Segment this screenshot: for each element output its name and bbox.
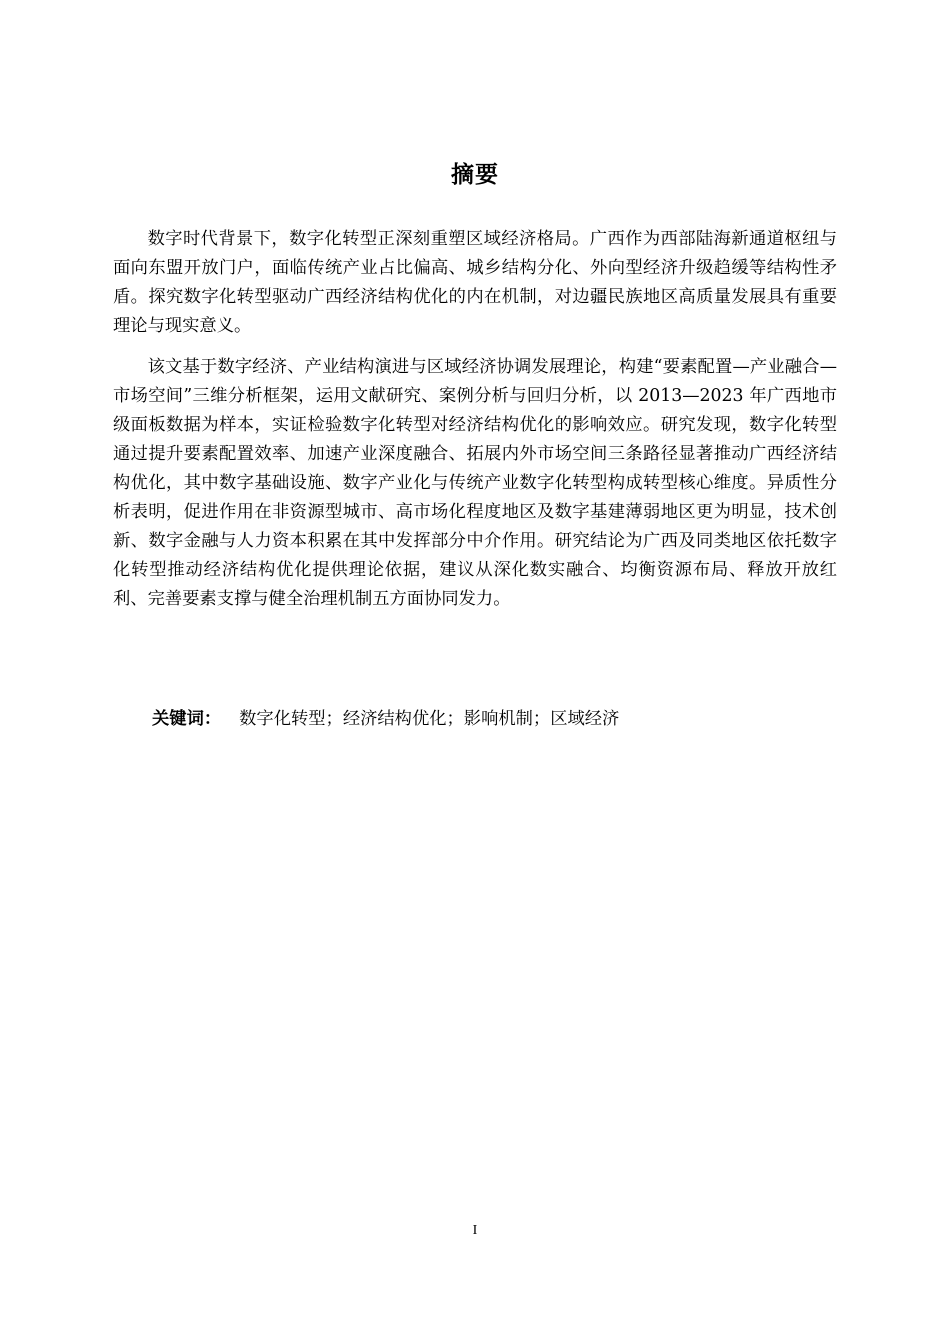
page-number: I	[472, 1223, 478, 1238]
abstract-paragraph-2-block	[113, 353, 837, 614]
keywords-label: 关键词：	[152, 709, 222, 729]
keywords-list: 数字化转型；经济结构优化；影响机制；区域经济	[239, 709, 620, 729]
abstract-paragraph: 数字时代背景下，数字化转型正深刻重塑区域经济格局。广西作为西部陆海新通道枢纽与面向东盟开放门户，面临传统产业占比偏高、城乡结构分化、外向型经济升级趋缓等结构性矛盾。探究数字化转型驱动广西经济结构优化的内在机制，对边疆民族地区高质量发展具有重要理论与现实意义。	[113, 229, 837, 336]
keywords-line	[152, 704, 619, 734]
abstract-title: 摘要	[451, 162, 499, 188]
abstract-paragraph-1-block	[113, 225, 837, 341]
abstract-paragraph: 该文基于数字经济、产业结构演进与区域经济协调发展理论，构建“要素配置—产业融合—市场空间”三维分析框架，运用文献研究、案例分析与回归分析，以 2013—2023 年广西地市级面板数据为样本，实证检验数字化转型对经济结构优化的影响效应。研究发现，数字化转型通过提升要素配置效率、加速产业深度融合、拓展内外市场空间三条路径显著推动广西经济结构优化，其中数字基础设施、数字产业化与传统产业数字化转型构成转型核心维度。异质性分析表明，促进作用在非资源型城市、高市场化程度地区及数字基建薄弱地区更为明显，技术创新、数字金融与人力资本积累在其中发挥部分中介作用。研究结论为广西及同类地区依托数字化转型推动经济结构优化提供理论依据，建议从深化数实融合、均衡资源布局、释放开放红利、完善要素支撑与健全治理机制五方面协同发力。	[113, 357, 837, 609]
